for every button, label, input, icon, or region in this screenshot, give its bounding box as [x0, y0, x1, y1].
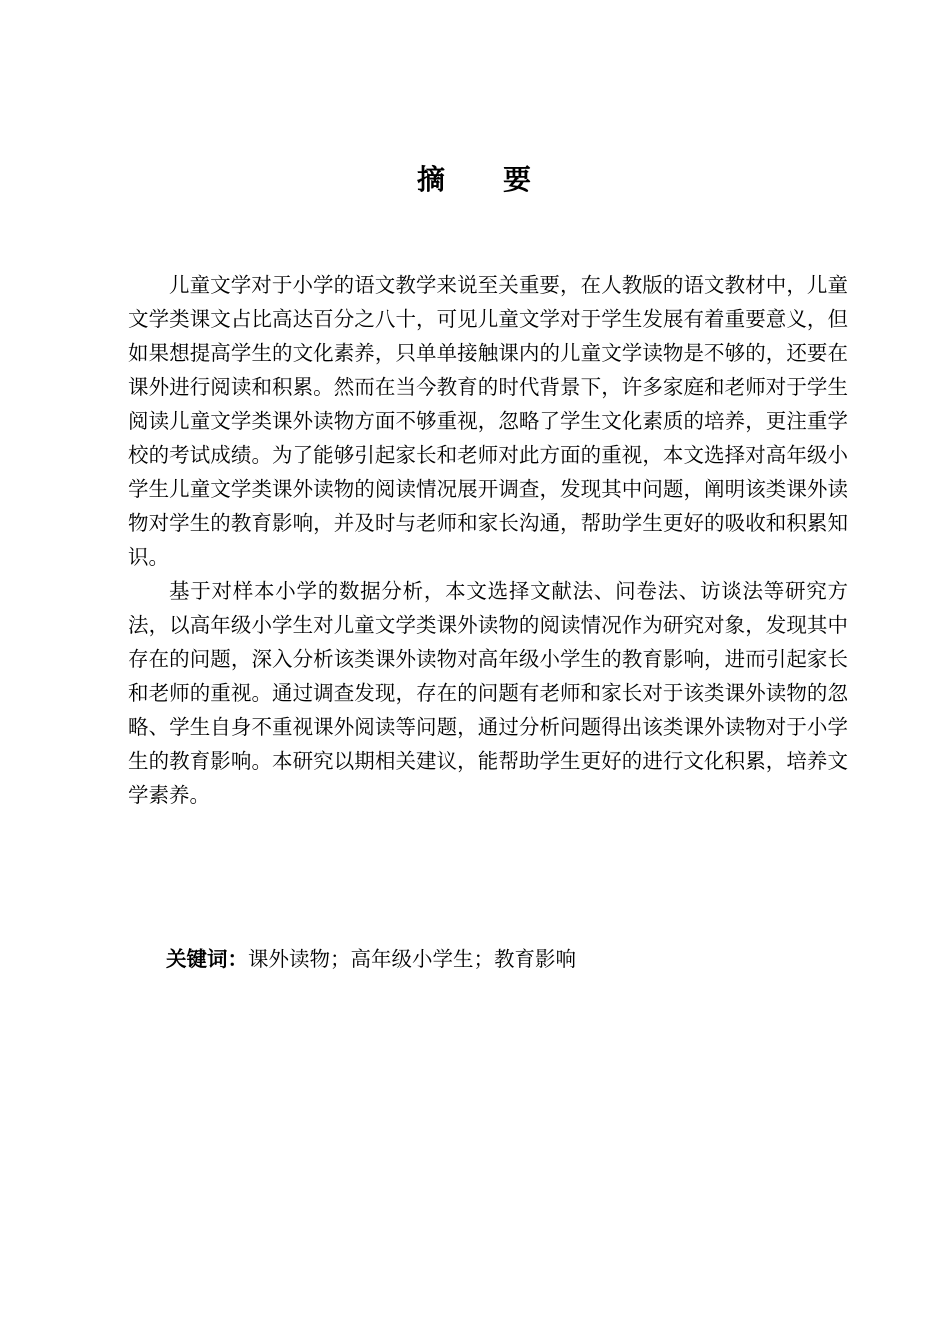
keywords-label: 关键词： — [166, 947, 248, 971]
abstract-paragraph-2: 基于对样本小学的数据分析，本文选择文献法、问卷法、访谈法等研究方法，以高年级小学生对儿童文学类课外读物的阅读情况作为研究对象，发现其中存在的问题，深入分析该类课外读物对高年级小学生的教育影响，进而引起家长和老师的重视。通过调查发现，存在的问题有老师和家长对于该类课外读物的忽略、学生自身不重视课外阅读等问题，通过分析问题得出该类课外读物对于小学生的教育影响。本研究以期相关建议，能帮助学生更好的进行文化积累，培养文学素养。 — [128, 579, 848, 807]
abstract-paragraph-1: 儿童文学对于小学的语文教学来说至关重要，在人教版的语文教材中，儿童文学类课文占比高达百分之八十，可见儿童文学对于学生发展有着重要意义，但如果想提高学生的文化素养，只单单接触课内的儿童文学读物是不够的，还要在课外进行阅读和积累。然而在当今教育的时代背景下，许多家庭和老师对于学生阅读儿童文学类课外读物方面不够重视，忽略了学生文化素质的培养，更注重学校的考试成绩。为了能够引起家长和老师对此方面的重视，本文选择对高年级小学生儿童文学类课外读物的阅读情况展开调查，发现其中问题，阐明该类课外读物对学生的教育影响，并及时与老师和家长沟通，帮助学生更好的吸收和积累知识。 — [128, 273, 848, 569]
keywords-line — [166, 942, 846, 976]
abstract-body — [128, 268, 848, 812]
keywords-value: 课外读物；高年级小学生；教育影响 — [248, 947, 576, 971]
abstract-title-char-1: 摘 — [416, 163, 447, 196]
abstract-title-char-2: 要 — [503, 163, 534, 196]
abstract-title — [0, 160, 950, 200]
